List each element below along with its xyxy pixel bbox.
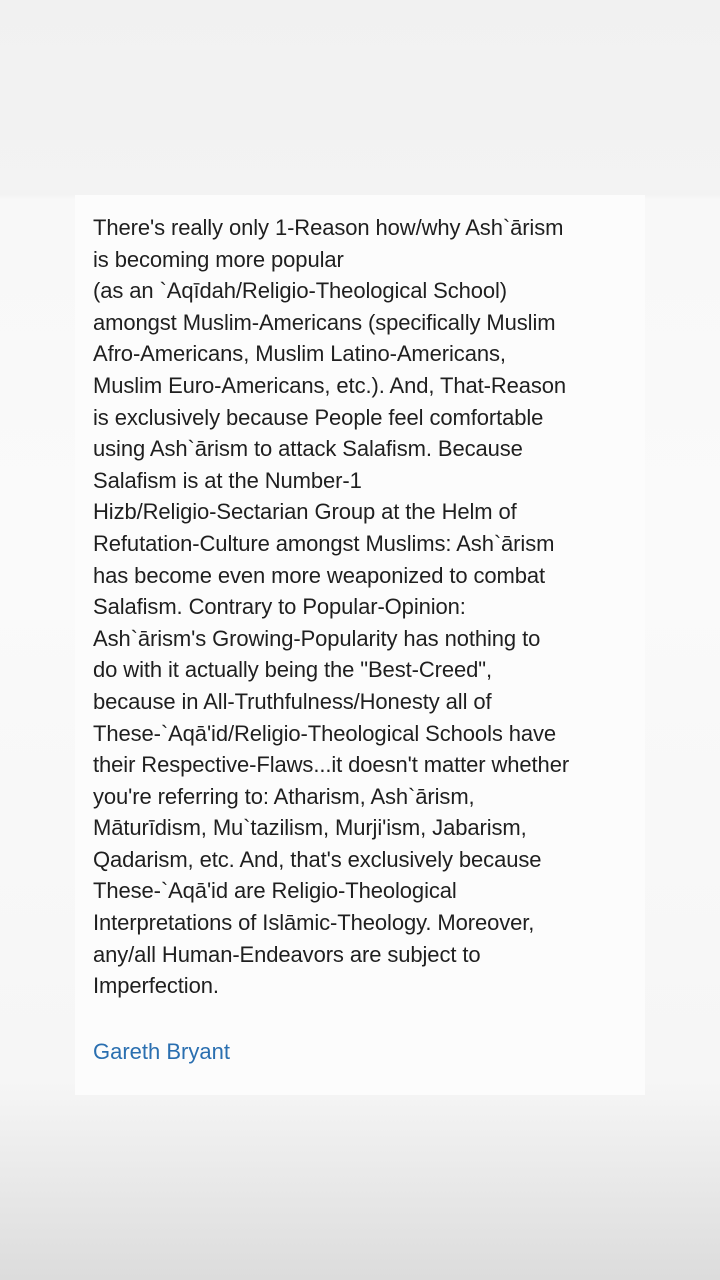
post-line: using Ash`ārism to attack Salafism. Because xyxy=(93,436,523,462)
post-line: their Respective-Flaws...it doesn't matter whether xyxy=(93,752,570,778)
post-line: Ash`ārism's Growing-Popularity has nothing to xyxy=(93,625,541,651)
post-line: Muslim Euro-Americans, etc.). And, That-Reason xyxy=(93,372,567,398)
post-line: Imperfection. xyxy=(93,973,219,999)
post-line: Afro-Americans, Muslim Latino-Americans, xyxy=(93,341,506,367)
post-line: Salafism. Contrary to Popular-Opinion: xyxy=(93,594,466,620)
post-line: These-`Aqā'id/Religio-Theological Schools have xyxy=(93,720,557,746)
post-line: There's really only 1-Reason how/why Ash`ārism xyxy=(93,215,564,240)
post-line: because in All-Truthfulness/Honesty all of xyxy=(93,688,492,714)
post-line: Hizb/Religio-Sectarian Group at the Helm of xyxy=(93,499,517,525)
post-line: Salafism is at the Number-1 xyxy=(93,467,362,493)
post-line: Interpretations of Islāmic-Theology. Moreover, xyxy=(93,910,535,936)
post-line: amongst Muslim-Americans (specifically Muslim xyxy=(93,309,556,335)
post-line: you're referring to: Atharism, Ash`ārism, xyxy=(93,783,475,809)
post-line: any/all Human-Endeavors are subject to xyxy=(93,941,481,967)
post-line: Refutation-Culture amongst Muslims: Ash`ārism xyxy=(93,530,555,556)
post-line: Māturīdism, Mu`tazilism, Murji'ism, Jabarism, xyxy=(93,815,527,841)
post-line: Qadarism, etc. And, that's exclusively because xyxy=(93,846,542,872)
post-line: These-`Aqā'id are Religio-Theological xyxy=(93,878,457,904)
post-line: has become even more weaponized to combat xyxy=(93,562,546,588)
post-line: is becoming more popular xyxy=(93,246,344,272)
post-line: do with it actually being the "Best-Creed", xyxy=(93,657,492,683)
post-line: (as an `Aqīdah/Religio-Theological School) xyxy=(93,278,508,304)
post-line: is exclusively because People feel comfortable xyxy=(93,404,544,430)
post-body xyxy=(93,212,628,1002)
author-name-link[interactable]: Gareth Bryant xyxy=(93,1039,230,1064)
